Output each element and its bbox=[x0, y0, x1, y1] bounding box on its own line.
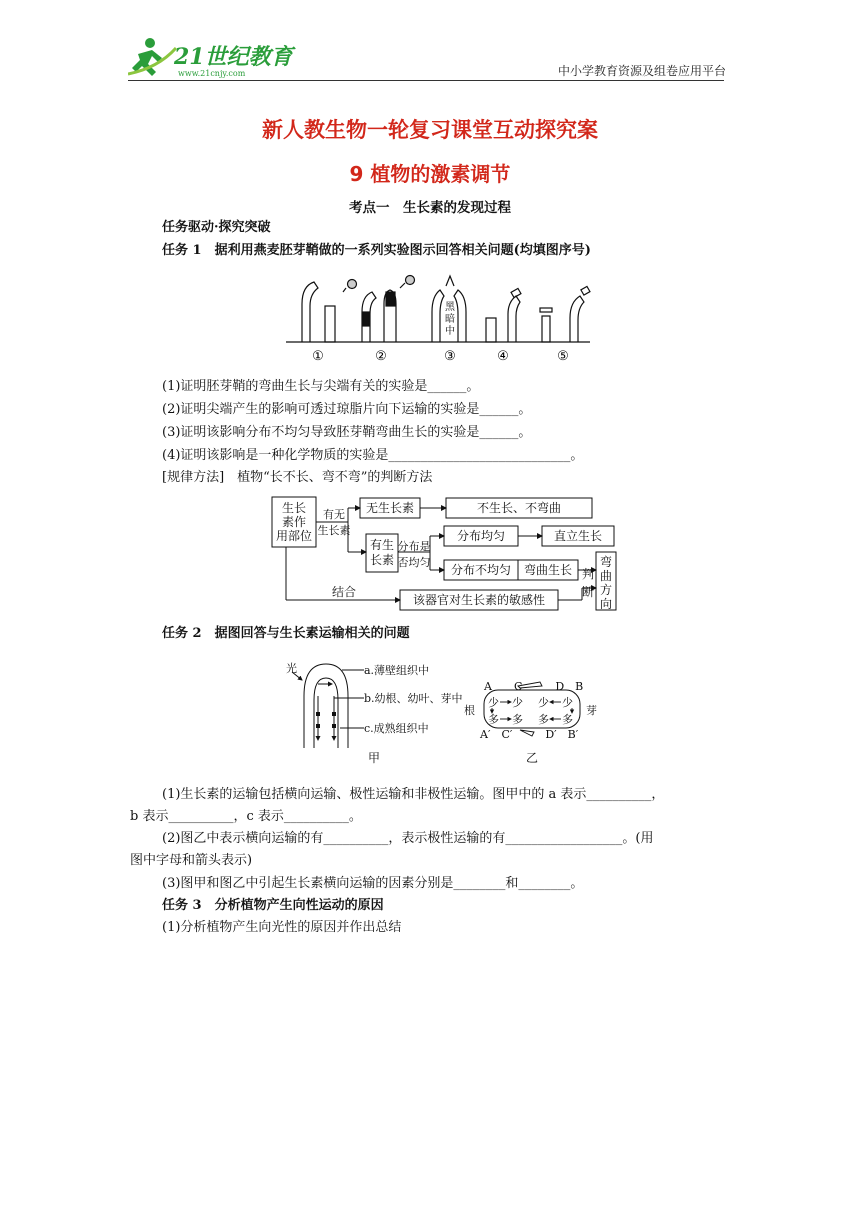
task2-q2-a: (2)图乙中表示横向运输的有__________，表示极性运输的有__________________。(用 bbox=[162, 831, 654, 846]
svg-text:弯曲生长: 弯曲生长 bbox=[523, 563, 573, 577]
svg-text:21世纪教育: 21世纪教育 bbox=[174, 44, 293, 70]
task3-intro: 任务 3 分析植物产生向性运动的原因 bbox=[162, 898, 384, 913]
svg-text:根: 根 bbox=[464, 704, 475, 717]
dark-label-2: 暗 bbox=[445, 314, 455, 325]
svg-text:直立生长: 直立生长 bbox=[553, 529, 603, 543]
svg-text:光: 光 bbox=[286, 662, 297, 675]
svg-text:方: 方 bbox=[599, 583, 613, 597]
task1-intro: 任务 1 据利用燕麦胚芽鞘做的一系列实验图示回答相关问题(均填图序号) bbox=[162, 243, 591, 258]
runner-icon bbox=[128, 38, 176, 76]
method-label: [规律方法] 植物“长不长、弯不弯”的判断方法 bbox=[162, 470, 433, 485]
svg-text:有无: 有无 bbox=[323, 508, 345, 521]
task2-intro: 任务 2 据图回答与生长素运输相关的问题 bbox=[162, 626, 410, 641]
svg-text:www.21cnjy.com: www.21cnjy.com bbox=[178, 69, 246, 78]
fig-label-5: ⑤ bbox=[557, 349, 569, 364]
svg-text:a.薄壁组织中: a.薄壁组织中 bbox=[364, 664, 430, 677]
svg-text:素作: 素作 bbox=[281, 515, 307, 529]
svg-text:多: 多 bbox=[512, 713, 523, 726]
task1-q2: (2)证明尖端产生的影响可透过琼脂片向下运输的实验是______。 bbox=[162, 402, 532, 417]
svg-text:甲: 甲 bbox=[367, 751, 381, 765]
svg-text:多: 多 bbox=[562, 713, 573, 726]
dark-label-3: 中 bbox=[445, 326, 455, 337]
svg-text:芽: 芽 bbox=[586, 704, 597, 717]
platform-name: 中小学教育资源及组卷应用平台 bbox=[557, 64, 726, 78]
svg-text:乙: 乙 bbox=[525, 751, 539, 765]
svg-text:判: 判 bbox=[581, 567, 595, 581]
fig-label-1: ① bbox=[312, 349, 324, 364]
svg-text:少: 少 bbox=[538, 696, 549, 709]
task2-q3: (3)图甲和图乙中引起生长素横向运输的因素分别是________和________。 bbox=[162, 876, 584, 891]
svg-text:有生: 有生 bbox=[369, 538, 395, 552]
svg-text:分布不均匀: 分布不均匀 bbox=[450, 563, 512, 577]
coleoptile-experiments-figure bbox=[280, 272, 600, 366]
svg-text:弯: 弯 bbox=[599, 555, 613, 569]
svg-text:少: 少 bbox=[512, 696, 523, 709]
task3-q1: (1)分析植物产生向光性的原因并作出总结 bbox=[162, 920, 402, 935]
svg-text:向: 向 bbox=[599, 597, 613, 611]
svg-text:该器官对生长素的敏感性: 该器官对生长素的敏感性 bbox=[412, 593, 546, 607]
chapter-title: 9 植物的激素调节 bbox=[349, 162, 511, 186]
svg-text:曲: 曲 bbox=[599, 569, 613, 583]
task2-q2-b: 图中字母和箭头表示) bbox=[130, 853, 253, 868]
svg-text:A′ C′ D′ B′: A′ C′ D′ B′ bbox=[480, 728, 579, 741]
figure-yi bbox=[462, 680, 602, 770]
svg-text:否均匀: 否均匀 bbox=[397, 556, 431, 569]
svg-text:b.幼根、幼叶、芽中: b.幼根、幼叶、芽中 bbox=[364, 692, 463, 705]
task1-q1: (1)证明胚芽鞘的弯曲生长与尖端有关的实验是______。 bbox=[162, 379, 480, 394]
svg-text:多: 多 bbox=[538, 713, 549, 726]
svg-text:少: 少 bbox=[488, 696, 499, 709]
task-header: 任务驱动·探究突破 bbox=[162, 220, 271, 235]
fig-label-2: ② bbox=[375, 349, 387, 364]
site-logo bbox=[128, 34, 298, 80]
svg-text:无生长素: 无生长素 bbox=[365, 501, 415, 515]
svg-text:A C D B: A C D B bbox=[484, 680, 584, 693]
svg-text:结合: 结合 bbox=[331, 585, 357, 599]
header-divider bbox=[128, 80, 724, 81]
section-title: 考点一 生长素的发现过程 bbox=[349, 200, 511, 216]
svg-text:用部位: 用部位 bbox=[275, 529, 313, 543]
svg-text:不生长、不弯曲: 不生长、不弯曲 bbox=[476, 501, 562, 515]
doc-title: 新人教生物一轮复习课堂互动探究案 bbox=[262, 118, 598, 142]
svg-text:c.成熟组织中: c.成熟组织中 bbox=[364, 722, 429, 735]
svg-text:断: 断 bbox=[581, 585, 595, 599]
fig-label-3: ③ bbox=[444, 349, 456, 364]
svg-text:多: 多 bbox=[488, 713, 499, 726]
svg-text:长素: 长素 bbox=[369, 553, 395, 567]
figure-jia bbox=[284, 656, 468, 768]
svg-text:分布均匀: 分布均匀 bbox=[456, 529, 506, 543]
svg-text:少: 少 bbox=[562, 696, 573, 709]
task1-q4: (4)证明该影响是一种化学物质的实验是____________________________。 bbox=[162, 448, 584, 463]
fig-label-4: ④ bbox=[497, 349, 509, 364]
svg-text:生长素: 生长素 bbox=[317, 524, 351, 537]
dark-label-1: 黑 bbox=[445, 302, 455, 313]
growth-judgment-flowchart bbox=[266, 492, 620, 614]
task1-q3: (3)证明该影响分布不均匀导致胚芽鞘弯曲生长的实验是______。 bbox=[162, 425, 532, 440]
task2-q1-a: (1)生长素的运输包括横向运输、极性运输和非极性运输。图甲中的 a 表示__________， bbox=[162, 787, 665, 802]
svg-text:生长: 生长 bbox=[281, 501, 307, 515]
svg-text:分布是: 分布是 bbox=[397, 540, 431, 553]
task2-q1-b: b 表示__________，c 表示__________。 bbox=[130, 809, 362, 824]
